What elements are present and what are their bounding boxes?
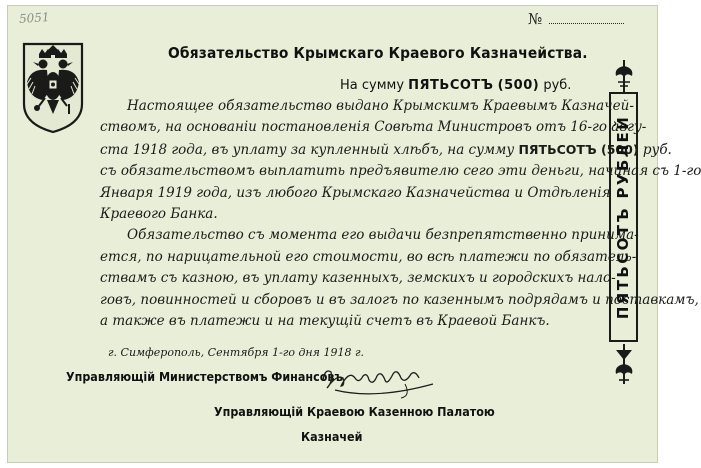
place-date: г. Симферополь, Сентября 1-го дня 1918 г. bbox=[108, 346, 365, 359]
paragraph1-unit: руб. bbox=[642, 141, 672, 158]
sum-amount-digits: (500) bbox=[497, 78, 540, 93]
paragraph1-line: съ обязательствомъ выплатить предъявителю сего эти деньги, начиная съ 1-го bbox=[100, 163, 701, 180]
sum-line bbox=[340, 78, 571, 93]
paragraph1-line bbox=[100, 139, 672, 161]
side-value-label: ПЯТЬСОТЪ РУБЛЕЙ bbox=[614, 114, 632, 320]
paragraph1-line: Января 1919 года, изъ любого Крымскаго Казначейства и Отдѣленія bbox=[100, 184, 611, 201]
sum-prefix: На сумму bbox=[340, 78, 405, 93]
sum-amount-words: ПЯТЬСОТЪ bbox=[408, 78, 494, 93]
finance-signatory-title: Управляющій Министерствомъ Финансовъ bbox=[66, 370, 343, 384]
paragraph1-line3-text: ста 1918 года, въ уплату за купленный хлѣбъ, на сумму bbox=[100, 141, 515, 158]
paragraph2-line: говъ, повинностей и сборовъ и въ залогъ по казеннымъ подрядамъ и поставкамъ, bbox=[100, 291, 699, 308]
treasurer-signatory-title: Казначей bbox=[301, 430, 363, 444]
document-title: Обязательство Крымскаго Краевого Казначейства. bbox=[168, 44, 588, 62]
paragraph2-line: а также въ платежи и на текущій счетъ въ Краевой Банкъ. bbox=[100, 313, 550, 330]
paragraph2-line: ется, по нарицательной его стоимости, во всѣ платежи по обязатель- bbox=[100, 248, 637, 265]
paragraph1-line: ствомъ, на основаніи постановленія Совѣта Министровъ отъ 16-го авгу- bbox=[100, 119, 647, 136]
serial-number-label: № bbox=[528, 10, 543, 28]
paragraph1-amount: ПЯТЬСОТЪ (500) bbox=[518, 141, 639, 157]
corner-note: 5051 bbox=[18, 9, 50, 27]
serial-number-line bbox=[549, 23, 624, 24]
handwritten-signature bbox=[315, 360, 440, 400]
double-headed-eagle-icon bbox=[21, 42, 85, 134]
paragraph2-line: Обязательство съ момента его выдачи безпрепятственно принима- bbox=[127, 227, 639, 244]
paragraph1-line: Краевого Банка. bbox=[100, 206, 218, 223]
paragraph2-line: ствамъ съ казною, въ уплату казенныхъ, земскихъ и городскихъ нало- bbox=[100, 270, 616, 287]
sum-unit: руб. bbox=[543, 78, 572, 93]
chamber-signatory-title: Управляющій Краевою Казенною Палатою bbox=[214, 405, 495, 419]
paragraph1-line: Настоящее обязательство выдано Крымскимъ Краевымъ Казначей- bbox=[127, 98, 634, 114]
